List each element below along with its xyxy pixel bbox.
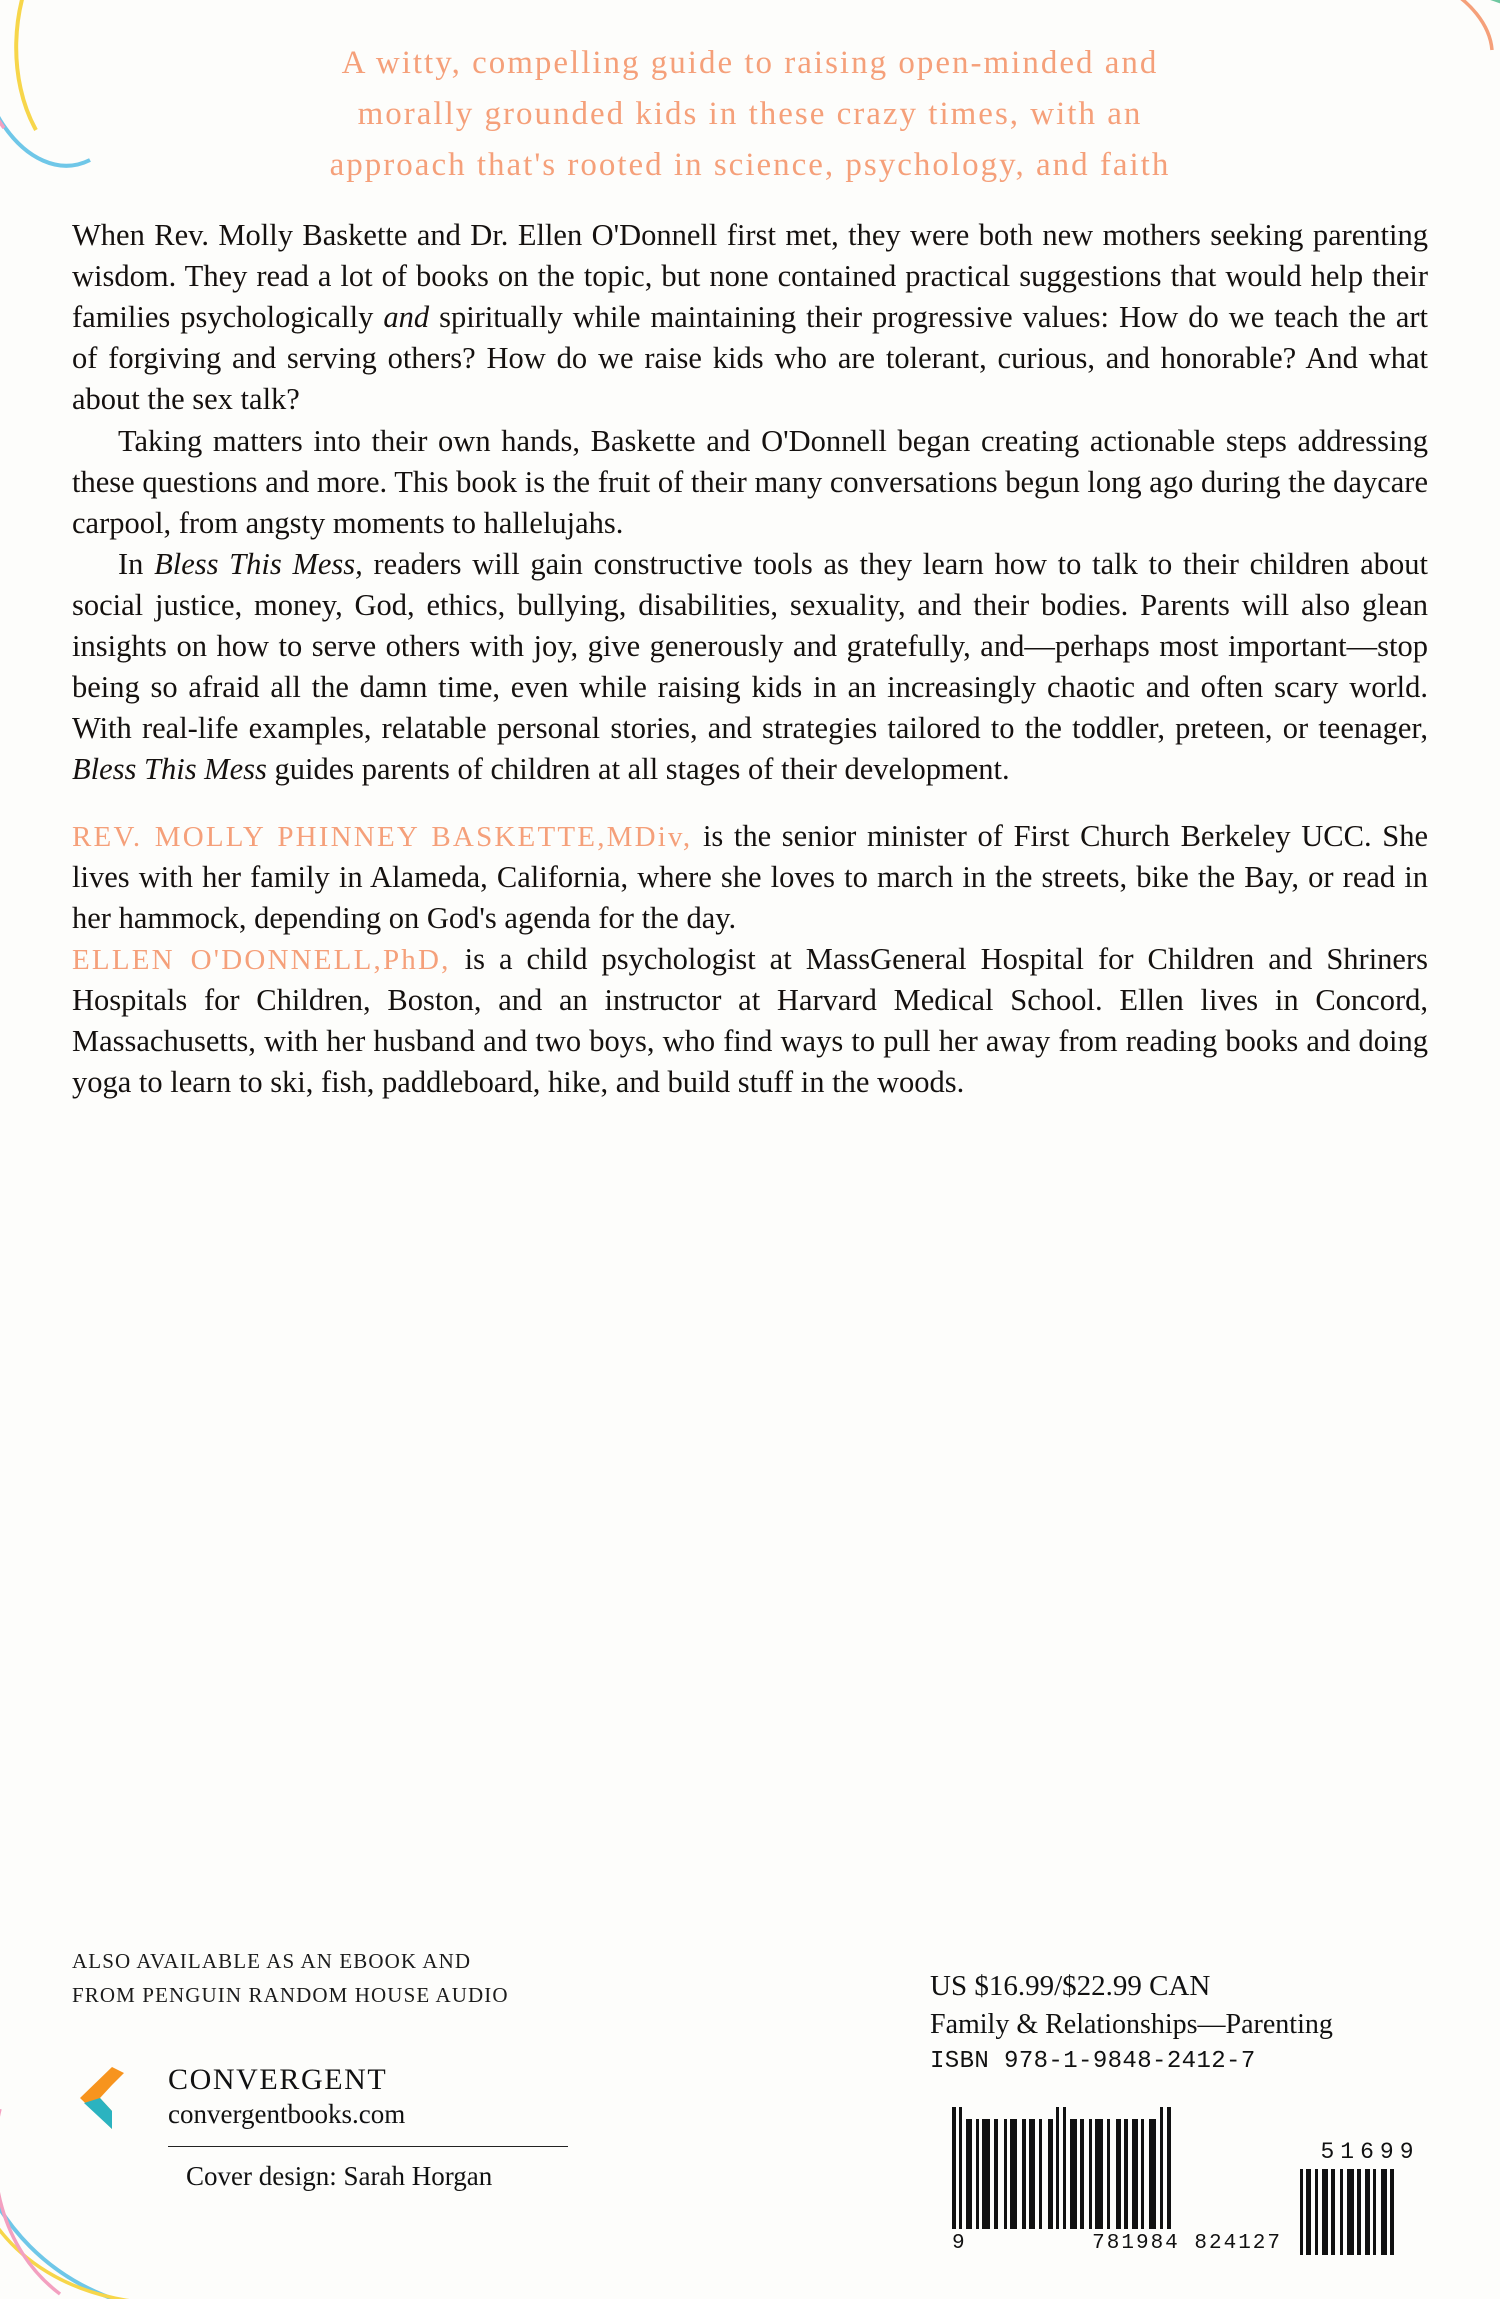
book-description: [0, 191, 1500, 789]
isbn-barcode: [952, 2119, 1282, 2255]
headline-line-1: A witty, compelling guide to raising open-minded and: [341, 45, 1159, 81]
author-bio-text-odonnell: is a child psychologist at MassGeneral Hospital for Children and Shriners Hospitals for Children, Boston, and an instructor at Harvard Medical School. Ellen lives in Concord, Massachusetts, with her husband and two boys, who find ways to pull her away from reading books and doing yoga to learn to ski, fish, paddleboard, hike, and build stuff in the woods.: [72, 941, 1428, 1099]
barcode-area: [952, 2119, 1440, 2255]
author-name-baskette: REV. MOLLY PHINNEY BASKETTE,: [72, 820, 607, 853]
cover-footer: [0, 1939, 1500, 2299]
isbn-barcode-bars: [952, 2119, 1282, 2229]
author-bio-odonnell: [72, 939, 1428, 1103]
publisher-imprint-block: [72, 2059, 612, 2192]
description-paragraph-3: [72, 544, 1428, 790]
footer-divider: [168, 2146, 568, 2147]
price-text: US $16.99/$22.99 CAN: [930, 1970, 1211, 2002]
headline-line-2: morally grounded kids in these crazy times, with an: [357, 96, 1143, 133]
author-bio-baskette: [72, 816, 1428, 939]
paragraph-3-end: guides parents of children at all stages of their development.: [266, 751, 1010, 786]
imprint-name: CONVERGENT: [168, 2063, 388, 2096]
convergent-logo-icon: [72, 2059, 146, 2137]
imprint-text-block: [168, 2059, 568, 2192]
cover-design-credit: Cover design: Sarah Horgan: [186, 2161, 493, 2191]
isbn-barcode-digits: [952, 2232, 1282, 2255]
paragraph-1-text: When Rev. Molly Baskette and Dr. Ellen O'Donnell first met, they were both new mothers seeking parenting wisdom. They read a lot of books on the topic, but none contained practical suggestions that would help their families psychologically: [72, 218, 1428, 335]
author-credential-baskette: MDiv,: [606, 820, 693, 853]
ebook-availability-note: [72, 1945, 509, 2012]
ebook-note-line-1: ALSO AVAILABLE AS AN EBOOK AND: [72, 1949, 472, 1973]
addon-barcode-bars: [1300, 2169, 1440, 2255]
author-credential-odonnell: PhD,: [382, 943, 451, 976]
book-title-mention-2: Bless This Mess: [72, 751, 267, 786]
price-and-isbn-block: [908, 1967, 1428, 2075]
barcode-digits-main: 781984 824127: [1092, 2232, 1282, 2255]
addon-barcode-digits: 51699: [1320, 2139, 1420, 2165]
description-paragraph-1: [72, 215, 1428, 420]
author-name-odonnell: ELLEN O'DONNELL,: [72, 943, 383, 976]
description-paragraph-2: Taking matters into their own hands, Baskette and O'Donnell began creating actionable steps addressing these questions and more. This book is the fruit of their many conversations begun long ago during the daycare carpool, from angsty moments to hallelujahs.: [72, 423, 1428, 540]
ebook-note-line-2: FROM PENGUIN RANDOM HOUSE AUDIO: [72, 1982, 509, 2007]
category-text: Family & Relationships—Parenting: [930, 2009, 1333, 2041]
paragraph-1-emphasis: and: [383, 300, 430, 335]
imprint-website[interactable]: convergentbooks.com: [168, 2099, 406, 2129]
paragraph-3-middle: readers will gain constructive tools as they learn how to talk to their children about social justice, money, God, ethics, bullying, disabilities, sexuality, and their bodies. Parents will also glean insights on how to serve others with joy, give generously and gratefully, and—perhaps most important—stop being so afraid all the damn time, even while raising kids in an increasingly chaotic and often scary world. With real-life examples, relatable personal stories, and strategies tailored to the toddler, preteen, or teenager,: [72, 546, 1428, 745]
price-addon-barcode: [1300, 2139, 1440, 2255]
book-title-mention-1: Bless This Mess,: [154, 546, 363, 581]
paragraph-3-prefix: In: [118, 546, 155, 581]
author-bios: [0, 790, 1500, 1103]
isbn-text: ISBN 978-1-9848-2412-7: [930, 2047, 1256, 2075]
author-bio-text-baskette: is the senior minister of First Church Berkeley UCC. She lives with her family in Alameda, California, where she loves to march in the streets, bike the Bay, or read in her hammock, depending on God's agenda for the day.: [72, 818, 1428, 935]
headline-line-3: approach that's rooted in science, psychology, and faith: [329, 147, 1171, 184]
cover-headline: [0, 0, 1500, 191]
paragraph-1-continued: spiritually while maintaining their progressive values: How do we teach the art of forgiving and serving others? How do we raise kids who are tolerant, curious, and honorable? And what about the sex talk?: [72, 300, 1429, 417]
barcode-digit-left: 9: [952, 2232, 967, 2255]
